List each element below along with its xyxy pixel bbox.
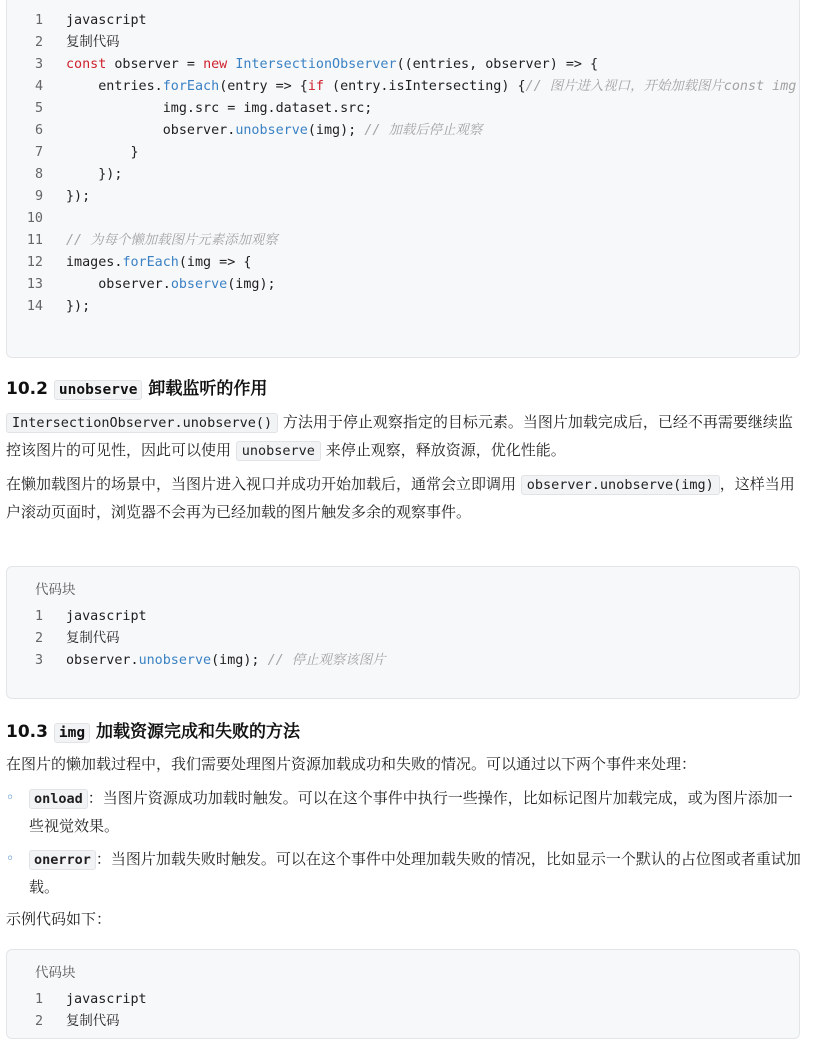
line-number: 2 <box>34 1014 43 1029</box>
code-token: const <box>66 57 107 72</box>
code-token: // 为每个懒加载图片元素添加观察 <box>66 233 278 248</box>
code-text: img.src = img.dataset.src; <box>66 101 373 116</box>
line-number: 1 <box>34 13 43 28</box>
bullet-icon: ◦ <box>6 790 15 806</box>
code-token: (entry => { <box>219 79 308 94</box>
heading-code: img <box>54 723 90 743</box>
line-number: 10 <box>26 211 43 226</box>
code-line <box>7 120 482 142</box>
code-line <box>7 208 66 230</box>
code-text: javascript <box>66 13 147 28</box>
code-line <box>7 252 251 274</box>
line-number: 12 <box>26 255 43 270</box>
code-line <box>7 76 796 98</box>
code-token: // 图片进入视口，开始加载图片const img <box>525 79 797 94</box>
paragraph-text: 方法用于停止观察指定的目标元素。当图片加载完成后，已经不再需要继续监控该图片的可见性，因此可以使用 <box>6 413 793 459</box>
code-block-2 <box>6 566 800 699</box>
code-line <box>7 230 278 252</box>
code-token: // 停止观察该图片 <box>267 653 386 668</box>
code-token: if <box>307 79 324 94</box>
line-number: 3 <box>34 653 43 668</box>
code-block-1 <box>6 0 800 358</box>
code-token: (img); <box>307 123 365 138</box>
code-line <box>7 989 147 1011</box>
code-line <box>7 164 122 186</box>
heading-number: 10.3 <box>6 722 48 742</box>
paragraph-text: 在懒加载图片的场景中，当图片进入视口并成功开始加载后，通常会立即调用 <box>6 475 521 493</box>
code-block-title: 代码块 <box>35 965 76 981</box>
code-line <box>7 10 147 32</box>
paragraph-lazyload-scenario <box>6 471 806 526</box>
inline-code: unobserve <box>236 441 321 461</box>
code-text: 复制代码 <box>66 35 120 50</box>
heading-code: unobserve <box>54 380 143 400</box>
code-token: observer. <box>66 123 236 138</box>
code-token: (img); <box>227 277 276 292</box>
code-line <box>7 98 372 120</box>
bullet-icon: ◦ <box>6 851 15 867</box>
code-token: observe <box>170 277 228 292</box>
paragraph-events-intro: 在图片的懒加载过程中，我们需要处理图片资源加载成功和失败的情况。可以通过以下两个事件来处理： <box>6 755 697 773</box>
code-token: forEach <box>162 79 220 94</box>
code-text: javascript <box>66 992 147 1007</box>
code-line <box>7 32 120 54</box>
code-token: observer = <box>106 57 204 72</box>
code-token: forEach <box>122 255 179 270</box>
paragraph-example-label: 示例代码如下： <box>6 910 112 928</box>
paragraph-text: ，这样当用户滚动页面时，浏览器不会再为已经加载的图片触发多余的观察事件。 <box>6 475 795 521</box>
line-number: 1 <box>34 992 43 1007</box>
code-text: }); <box>66 299 91 314</box>
code-line <box>7 628 120 650</box>
paragraph-text: 来停止观察，释放资源，优化性能。 <box>320 441 566 459</box>
line-number: 5 <box>34 101 43 116</box>
code-token: // 加载后停止观察 <box>364 123 483 138</box>
code-line <box>7 650 385 672</box>
code-text: javascript <box>66 609 147 624</box>
line-number: 1 <box>34 609 43 624</box>
code-token: (img); <box>211 653 268 668</box>
code-token: observer. <box>66 277 171 292</box>
code-token: entries. <box>66 79 163 94</box>
section-heading-10-2 <box>6 374 267 399</box>
code-token: ((entries, observer) => { <box>396 57 599 72</box>
heading-number: 10.2 <box>6 379 48 399</box>
heading-title: 卸载监听的作用 <box>148 379 268 399</box>
line-number: 4 <box>34 79 43 94</box>
code-token: images. <box>66 255 123 270</box>
line-number: 7 <box>34 145 43 160</box>
code-token: IntersectionObserver <box>235 57 397 72</box>
heading-title: 加载资源完成和失败的方法 <box>96 722 300 742</box>
code-token: unobserve <box>235 123 308 138</box>
paragraph-unobserve-intro <box>6 409 806 465</box>
line-number: 6 <box>34 123 43 138</box>
inline-code: onerror <box>29 850 96 870</box>
inline-code: IntersectionObserver.unobserve() <box>6 413 278 433</box>
list-item-onload <box>6 785 806 840</box>
line-number: 13 <box>26 277 43 292</box>
code-token: new <box>203 57 228 72</box>
code-line <box>7 606 147 628</box>
line-number: 2 <box>34 35 43 50</box>
line-number: 2 <box>34 631 43 646</box>
code-token: unobserve <box>138 653 212 668</box>
code-token: (img => { <box>178 255 252 270</box>
inline-code: onload <box>29 789 88 809</box>
line-number: 8 <box>34 167 43 182</box>
code-block-title: 代码块 <box>35 582 76 598</box>
code-text: }); <box>66 167 123 182</box>
code-line <box>7 1011 120 1033</box>
code-text: } <box>66 145 139 160</box>
code-line <box>7 54 598 76</box>
list-item-onerror <box>6 846 806 901</box>
code-text: 复制代码 <box>66 631 120 646</box>
list-item-text: ：当图片加载失败时触发。可以在这个事件中处理加载失败的情况，比如显示一个默认的占位图或者重试加载。 <box>29 850 801 896</box>
section-heading-10-3 <box>6 717 300 742</box>
code-line <box>7 186 90 208</box>
line-number: 14 <box>26 299 43 314</box>
list-item-text: ：当图片资源成功加载时触发。可以在这个事件中执行一些操作，比如标记图片加载完成，或为图片添加一些视觉效果。 <box>29 789 793 835</box>
line-number: 3 <box>34 57 43 72</box>
code-block-3 <box>6 949 800 1039</box>
code-text: }); <box>66 189 91 204</box>
line-number: 11 <box>26 233 43 248</box>
code-text: 复制代码 <box>66 1014 120 1029</box>
inline-code: observer.unobserve(img) <box>521 475 720 495</box>
code-line <box>7 274 276 296</box>
code-line <box>7 296 90 318</box>
code-token: observer. <box>66 653 139 668</box>
code-token: (entry.isIntersecting) { <box>324 79 526 94</box>
line-number: 9 <box>34 189 43 204</box>
code-line <box>7 142 139 164</box>
